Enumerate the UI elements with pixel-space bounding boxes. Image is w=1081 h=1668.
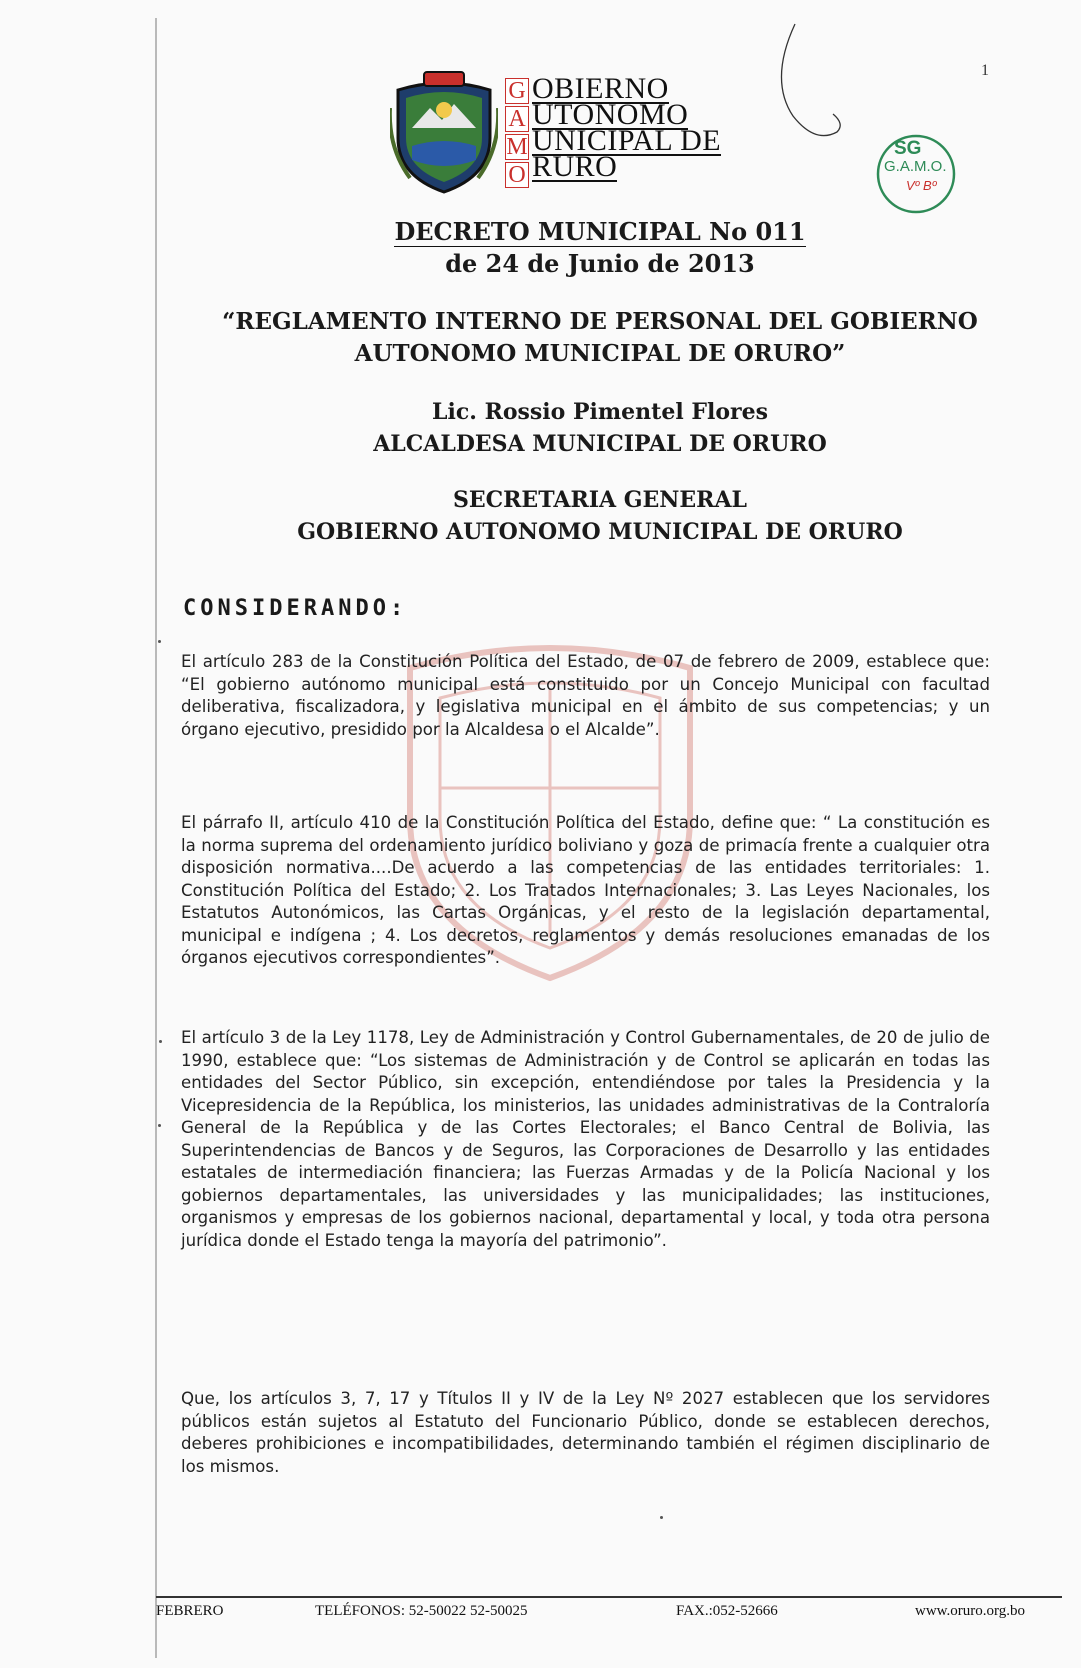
regulation-title: “REGLAMENTO INTERNO DE PERSONAL DEL GOBIERNO AUTONOMO MUNICIPAL DE ORURO” [222,308,978,367]
initial-letter: M [506,134,528,160]
footer-fax: FAX.:052-52666 [676,1603,778,1619]
decree-number: DECRETO MUNICIPAL No 011 [394,217,806,246]
paragraph: El párrafo II, artículo 410 de la Constitución Política del Estado, define que: “ La constitución es la norma suprema del ordenamiento jurídico boliviano y goza de primacía frente a cualquier otra disposición normativa....De acuerdo a las competencias de las entidades territoriales: 1. Constitución Política del Estado; 2. Los Tratados Internacionales; 3. Las Leyes Nacionales, los Estatutos Autonómicos, las Cartas Orgánicas, y el resto de la legislación departamental, municipal e indígena ; 4. Los decretos, reglamentos y demás resoluciones emanadas de los órganos ejecutivos correspondientes”. [181,813,990,967]
gamo-logo-text [532,72,722,183]
handwritten-mark-icon [775,20,885,150]
footer-divider [156,1596,1062,1598]
scan-speck [660,1516,663,1519]
stamp-signature: Vº Bº [906,178,937,193]
footer-phones: TELÉFONOS: 52-50022 52-50025 [315,1603,528,1619]
decree-date: de 24 de Junio de 2013 [445,249,755,278]
scan-speck [158,1124,161,1127]
logo-word: UTONOMO [532,98,689,131]
paragraph: El artículo 3 de la Ley 1178, Ley de Administración y Control Gubernamentales, de 20 de julio de 1990, establece que: “Los sistemas de Administración y de Control se aplicarán en todas las entidades del Sector Público, sin excepción, entendiéndose por tales la Presidencia y la Vicepresidencia de la República, los ministerios, las unidades administrativas de la Contraloría General de la República y de las Cortes Electorales; el Banco Central de Bolivia, las Superintendencias de Bancos y de Seguros, las Corporaciones de Desarrollo y las entidades estatales de intermediación financiera; las Fuerzas Armadas y de la Policía Nacional y los gobiernos departamentales, las universidades y las municipalidades; las instituciones, organismos y empresas de los gobiernos nacional, departamental y local, y toda otra persona jurídica donde el Estado tenga la mayoría del patrimonio”. [181,1028,990,1250]
municipal-crest-icon [390,68,498,194]
initial-letter: G [505,78,529,104]
paragraph: El artículo 283 de la Constitución Política del Estado, de 07 de febrero de 2009, establece que: “El gobierno autónomo municipal está constituido por un Concejo Municipal con facultad deliberativa, fiscalizadora, y legislativa municipal en el ámbito de sus competencias; y un órgano ejecutivo, presidido por la Alcaldesa o el Alcalde”. [181,652,990,739]
scan-speck [159,1040,162,1043]
logo-word: OBIERNO [532,72,669,105]
logo-word: RURO [532,150,618,183]
mayor-title: ALCALDESA MUNICIPAL DE ORURO [373,431,827,457]
page-number: 1 [981,62,989,79]
scan-edge [155,18,157,1658]
logo-word: UNICIPAL DE [532,124,722,157]
footer-address: FEBRERO [156,1603,224,1619]
initial-letter: O [505,162,529,188]
paragraph: Que, los artículos 3, 7, 17 y Títulos II y IV de la Ley Nº 2027 establecen que los servidores públicos están sujetos al Estatuto del Funcionario Público, donde se establecen derechos, deberes prohibiciones e incompatibilidades, determinando también el régimen disciplinario de los mismos. [181,1389,990,1476]
stamp-text: SG [894,138,922,159]
stamp-text: G.A.M.O. [884,158,947,175]
secretary-block: SECRETARIA GENERAL GOBIERNO AUTONOMO MUNICIPAL DE ORURO [297,487,903,545]
footer-website: www.oruro.org.bo [915,1603,1025,1619]
scan-speck [158,640,161,643]
gamo-initials [505,78,529,190]
section-heading: CONSIDERANDO: [183,596,408,621]
initial-letter: A [505,106,529,132]
mayor-name: Lic. Rossio Pimentel Flores [432,399,768,425]
mayor-block [160,396,1040,460]
